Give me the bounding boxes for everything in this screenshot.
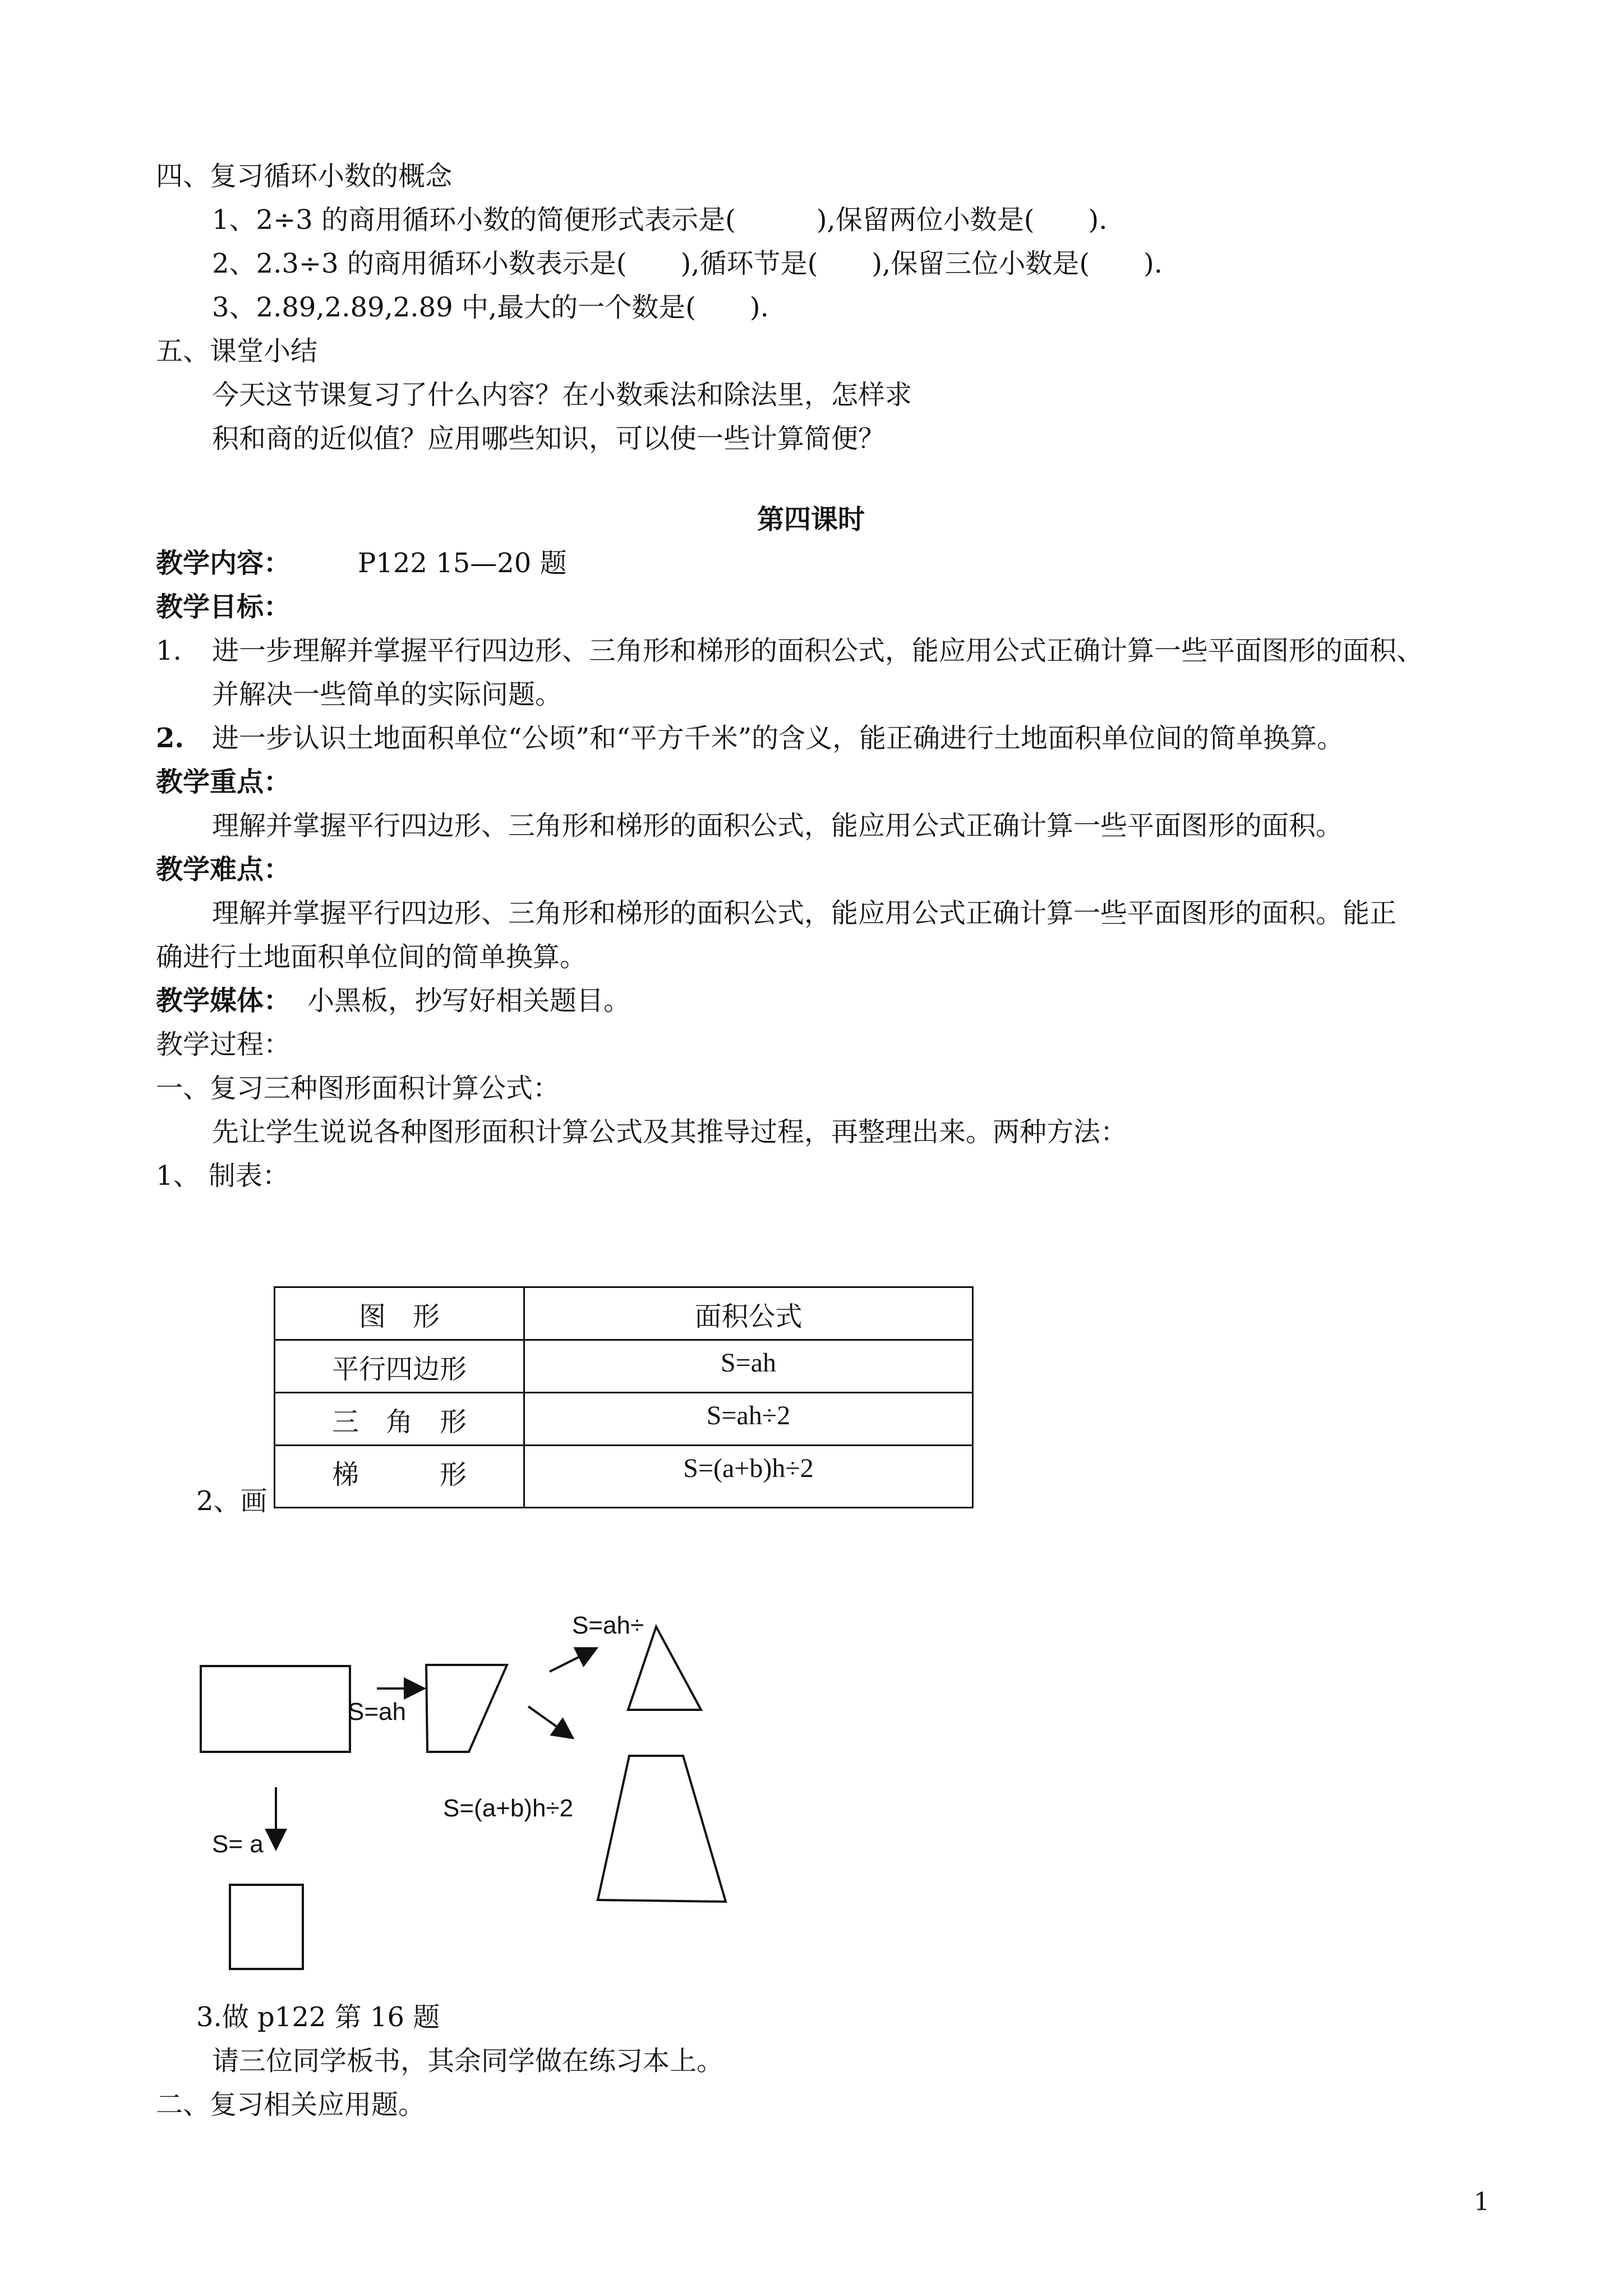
step-item: 3.做 p122 第 16 题	[196, 2001, 440, 2033]
question-item: 2、2.3÷3 的商用循环小数表示是( ),循环节是( ),保留三位小数是( ).	[212, 248, 1163, 279]
step-description: 先让学生说说各种图形面积计算公式及其推导过程，再整理出来。两种方法：	[212, 1116, 1128, 1148]
step-heading: 一、复习三种图形面积计算公式：	[156, 1073, 560, 1104]
key-point-text: 理解并掌握平行四边形、三角形和梯形的面积公式，能应用公式正确计算一些平面图形的面积。	[212, 810, 1343, 841]
media-text: 小黑板，抄写好相关题目。	[307, 985, 631, 1016]
goal-text: 进一步认识土地面积单位“公顷”和“平方千米”的含义，能正确进行土地面积单位间的简单换算。	[212, 723, 1344, 754]
question-item: 1、2÷3 的商用循环小数的简便形式表示是( ),保留两位小数是( ).	[212, 204, 1108, 236]
difficulty-label: 教学难点：	[156, 854, 291, 885]
media-row	[156, 984, 630, 1018]
content-row	[156, 546, 567, 580]
table-header-cell: 图 形	[275, 1287, 524, 1340]
section-heading: 四、复习循环小数的概念	[156, 160, 453, 192]
goal-text: 进一步理解并掌握平行四边形、三角形和梯形的面积公式，能应用公式正确计算一些平面图形的面积、	[212, 635, 1424, 666]
step-description: 请三位同学板书，其余同学做在练习本上。	[212, 2045, 724, 2077]
arrow-to-trapezoid	[528, 1706, 571, 1737]
content-label: 教学内容：	[156, 547, 291, 579]
trapezoid-shape	[598, 1756, 726, 1902]
table-cell-formula: S=ah	[524, 1340, 973, 1393]
table-cell-shape: 平行四边形	[275, 1340, 524, 1393]
step-heading: 二、复习相关应用题。	[156, 2089, 426, 2120]
table-cell-shape: 三 角 形	[275, 1393, 524, 1446]
method-label: 1、 制表：	[156, 1160, 289, 1191]
summary-text: 今天这节课复习了什么内容？在小数乘法和除法里，怎样求	[212, 379, 912, 411]
goal-number: 1.	[156, 635, 182, 666]
media-label: 教学媒体：	[156, 985, 291, 1016]
parallelogram-formula: S=ah	[348, 1698, 406, 1726]
difficulty-text: 理解并掌握平行四边形、三角形和梯形的面积公式，能应用公式正确计算一些平面图形的面积。能正	[212, 898, 1397, 929]
table-cell-formula: S=ah÷2	[524, 1393, 973, 1446]
square-formula: S= a	[212, 1830, 264, 1858]
formula-table	[274, 1286, 974, 1508]
table-header-row	[275, 1287, 973, 1340]
page-number: 1	[1474, 2188, 1490, 2216]
difficulty-text: 确进行土地面积单位间的简单换算。	[156, 941, 587, 973]
lesson-title: 第四课时	[757, 504, 865, 535]
trapezoid-formula: S=(a+b)h÷2	[443, 1795, 574, 1822]
rectangle-shape	[201, 1666, 350, 1752]
key-point-label: 教学重点：	[156, 766, 291, 798]
goal-label: 教学目标：	[156, 591, 291, 623]
table-cell-shape: 梯 形	[275, 1446, 524, 1508]
question-item: 3、2.89,2.89,2.89 中,最大的一个数是( ).	[212, 292, 769, 323]
table-row	[275, 1446, 973, 1508]
parallelogram-shape	[426, 1665, 507, 1752]
method-label: 2、画	[196, 1485, 268, 1517]
goal-number: 2.	[156, 723, 185, 754]
square-shape	[230, 1885, 303, 1969]
table-header-cell: 面积公式	[524, 1287, 973, 1340]
summary-text: 积和商的近似值？应用哪些知识，可以使一些计算简便？	[212, 423, 886, 454]
table-row	[275, 1340, 973, 1393]
area-derivation-diagram	[185, 1604, 802, 1986]
arrow-to-triangle	[550, 1649, 594, 1672]
section-heading: 五、课堂小结	[156, 335, 318, 367]
content-value: P122 15—20 题	[358, 547, 567, 579]
triangle-shape	[628, 1627, 701, 1710]
goal-text: 并解决一些简单的实际问题。	[212, 679, 562, 710]
triangle-formula: S=ah÷	[572, 1612, 644, 1639]
table-row	[275, 1393, 973, 1446]
table-cell-formula: S=(a+b)h÷2	[524, 1446, 973, 1508]
process-label: 教学过程：	[156, 1029, 291, 1060]
